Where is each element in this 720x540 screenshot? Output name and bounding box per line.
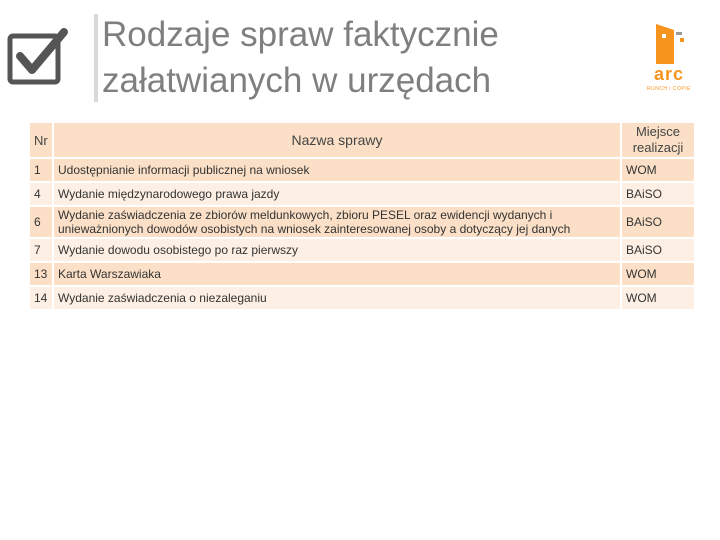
header-place: Miejsce realizacji [622, 123, 694, 157]
row-nr: 13 [30, 263, 52, 285]
row-place: BAiSO [622, 207, 694, 237]
header-name: Nazwa sprawy [54, 123, 620, 157]
row-name: Wydanie międzynarodowego prawa jazdy [54, 183, 620, 205]
cases-table [28, 121, 696, 311]
checkbox-check-icon [6, 26, 70, 88]
logo-subtext: RUNCH i COPIE [646, 86, 691, 92]
table-row [30, 239, 694, 261]
row-place: WOM [622, 263, 694, 285]
row-nr: 6 [30, 207, 52, 237]
row-name: Wydanie zaświadczenia ze zbiorów meldunkowych, zbioru PESEL oraz ewidencji wydanych i unieważnionych dowodów osobistych na wniosek zainteresowanej osoby a dotyczący jej danych [54, 207, 620, 237]
table-row [30, 183, 694, 205]
row-nr: 14 [30, 287, 52, 309]
table-row [30, 287, 694, 309]
logo-text: arc [653, 64, 685, 84]
table-header-row [30, 123, 694, 157]
row-nr: 1 [30, 159, 52, 181]
lighthouse-icon [648, 24, 690, 64]
row-place: WOM [622, 159, 694, 181]
row-place: BAiSO [622, 183, 694, 205]
row-name: Udostępnianie informacji publicznej na wniosek [54, 159, 620, 181]
table-row [30, 159, 694, 181]
slide-title: Rodzaje spraw faktycznie załatwianych w urzędach [102, 15, 499, 100]
row-name: Karta Warszawiaka [54, 263, 620, 285]
row-name: Wydanie dowodu osobistego po raz pierwszy [54, 239, 620, 261]
row-nr: 4 [30, 183, 52, 205]
header-nr: Nr [30, 123, 52, 157]
row-name: Wydanie zaświadczenia o niezaleganiu [54, 287, 620, 309]
row-nr: 7 [30, 239, 52, 261]
arc-logo [638, 24, 698, 96]
table-row [30, 207, 694, 237]
row-place: WOM [622, 287, 694, 309]
row-place: BAiSO [622, 239, 694, 261]
title-accent-bar [94, 14, 98, 102]
table-row [30, 263, 694, 285]
